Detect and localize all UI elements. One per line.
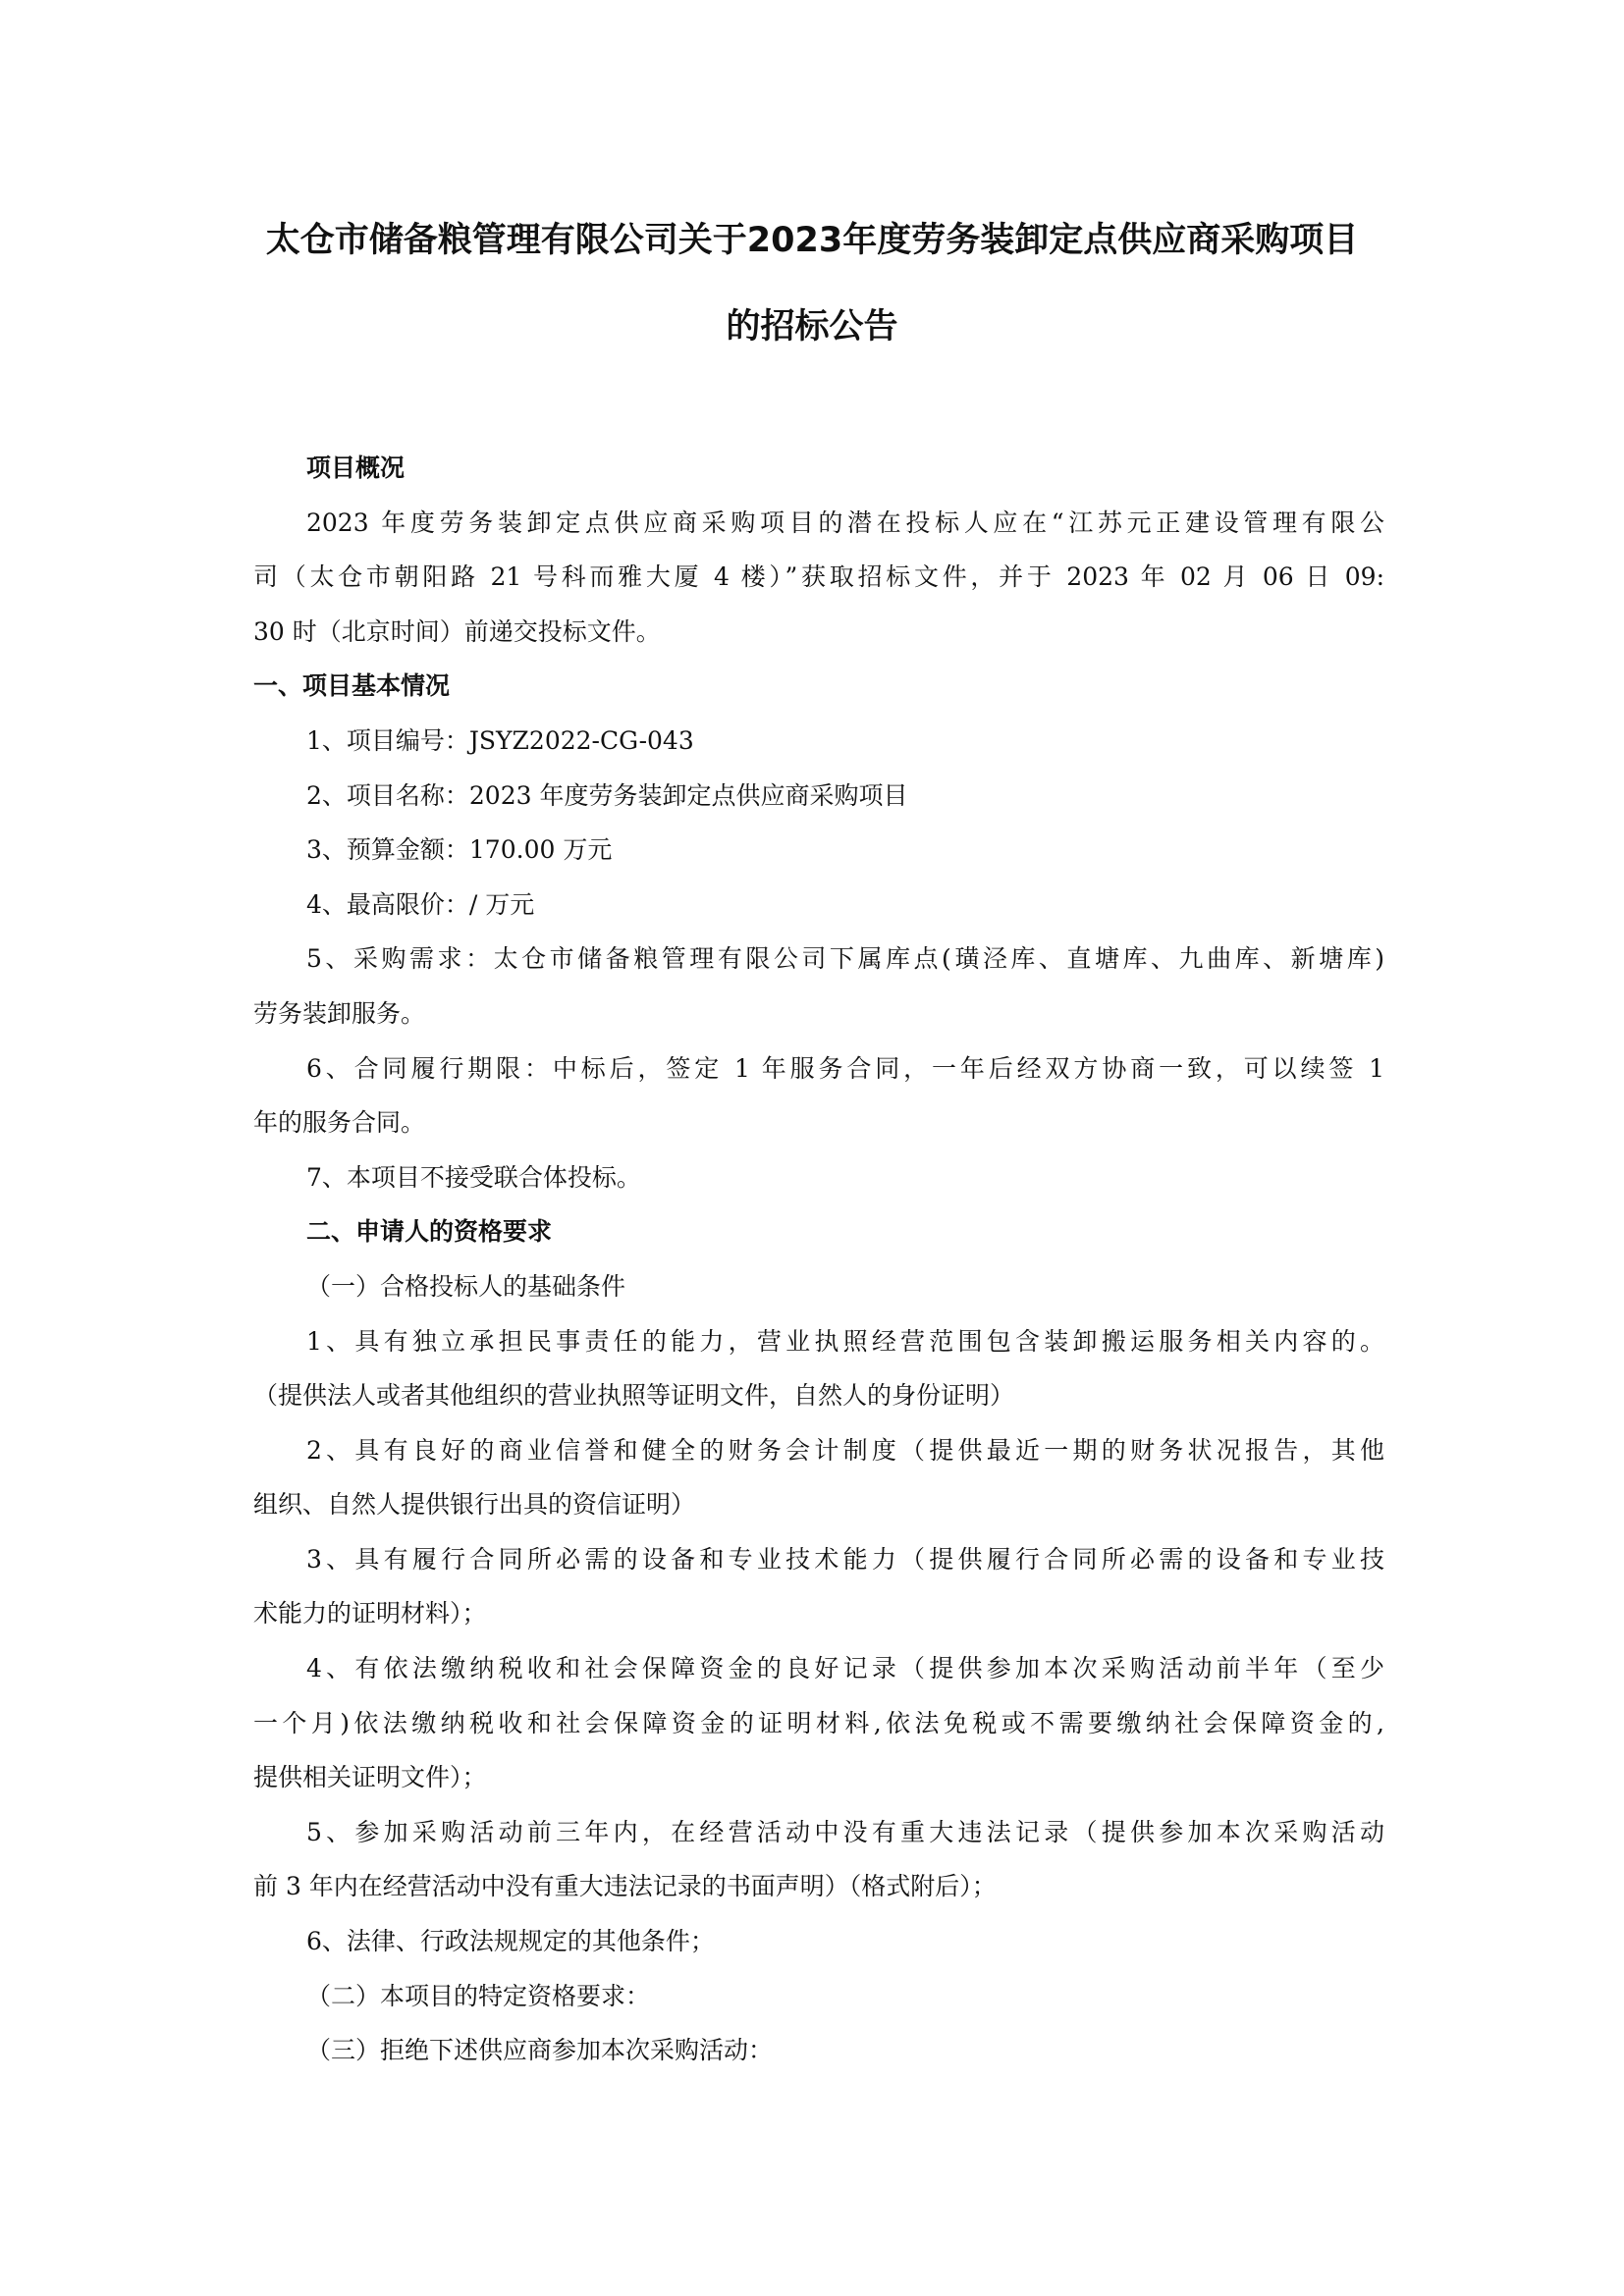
subsection-heading-basic-conditions: （一）合格投标人的基础条件 (306, 1271, 626, 1301)
list-item-budget: 3、预算金额：170.00 万元 (306, 835, 613, 865)
list-item-max-price: 4、最高限价：/ 万元 (306, 889, 535, 919)
paragraph-line: 30 时（北京时间）前递交投标文件。 (253, 616, 661, 646)
list-item-requirement: 5、采购需求：太仓市储备粮管理有限公司下属库点(璜泾库、直塘库、九曲库、新塘库) (306, 944, 1384, 974)
list-item-project-name: 2、项目名称：2023 年度劳务装卸定点供应商采购项目 (306, 780, 908, 810)
list-item-condition-6: 6、法律、行政法规规定的其他条件； (306, 1927, 715, 1956)
section-heading-basic-info: 一、项目基本情况 (253, 671, 451, 701)
subsection-heading-rejected-suppliers: （三）拒绝下述供应商参加本次采购活动： (306, 2036, 774, 2065)
paragraph-line: 司（太仓市朝阳路 21 号科而雅大厦 4 楼）”获取招标文件，并于 2023 年 02 月 06 日 09: (253, 562, 1384, 592)
list-item-condition-4: 4、有依法缴纳税收和社会保障资金的良好记录（提供参加本次采购活动前半年（至少 (306, 1654, 1384, 1683)
list-item-condition-5-cont: 前 3 年内在经营活动中没有重大违法记录的书面声明）（格式附后）； (253, 1872, 997, 1901)
document-title-line-2: 的招标公告 (726, 307, 898, 347)
list-item-condition-1-cont: （提供法人或者其他组织的营业执照等证明文件，自然人的身份证明） (253, 1381, 1015, 1411)
list-item-condition-3-cont: 术能力的证明材料）； (253, 1599, 487, 1629)
list-item-condition-4-cont: 提供相关证明文件）； (253, 1763, 487, 1792)
document-title-line-1: 太仓市储备粮管理有限公司关于2023年度劳务装卸定点供应商采购项目 (265, 221, 1359, 260)
list-item-condition-1: 1、具有独立承担民事责任的能力，营业执照经营范围包含装卸搬运服务相关内容的。 (306, 1326, 1384, 1356)
section-heading-overview: 项目概况 (306, 454, 406, 482)
list-item-condition-4-cont: 一个月)依法缴纳税收和社会保障资金的证明材料,依法免税或不需要缴纳社会保障资金的, (253, 1708, 1384, 1737)
list-item-project-number: 1、项目编号：JSYZ2022-CG-043 (306, 725, 694, 755)
list-item-no-consortium: 7、本项目不接受联合体投标。 (306, 1162, 641, 1192)
list-item-contract-term-cont: 年的服务合同。 (253, 1108, 426, 1138)
section-heading-qualifications: 二、申请人的资格要求 (306, 1217, 553, 1247)
list-item-condition-2: 2、具有良好的商业信誉和健全的财务会计制度（提供最近一期的财务状况报告，其他 (306, 1435, 1384, 1465)
paragraph-line: 2023 年度劳务装卸定点供应商采购项目的潜在投标人应在“江苏元正建设管理有限公 (306, 507, 1384, 537)
list-item-contract-term: 6、合同履行期限：中标后，签定 1 年服务合同，一年后经双方协商一致，可以续签 1 (306, 1053, 1384, 1083)
list-item-condition-5: 5、参加采购活动前三年内，在经营活动中没有重大违法记录（提供参加本次采购活动 (306, 1817, 1384, 1846)
list-item-condition-2-cont: 组织、自然人提供银行出具的资信证明） (253, 1490, 696, 1520)
list-item-condition-3: 3、具有履行合同所必需的设备和专业技术能力（提供履行合同所必需的设备和专业技 (306, 1544, 1384, 1574)
list-item-requirement-cont: 劳务装卸服务。 (253, 998, 426, 1028)
subsection-heading-specific-requirements: （二）本项目的特定资格要求： (306, 1981, 651, 2010)
document-body (253, 441, 1384, 2078)
